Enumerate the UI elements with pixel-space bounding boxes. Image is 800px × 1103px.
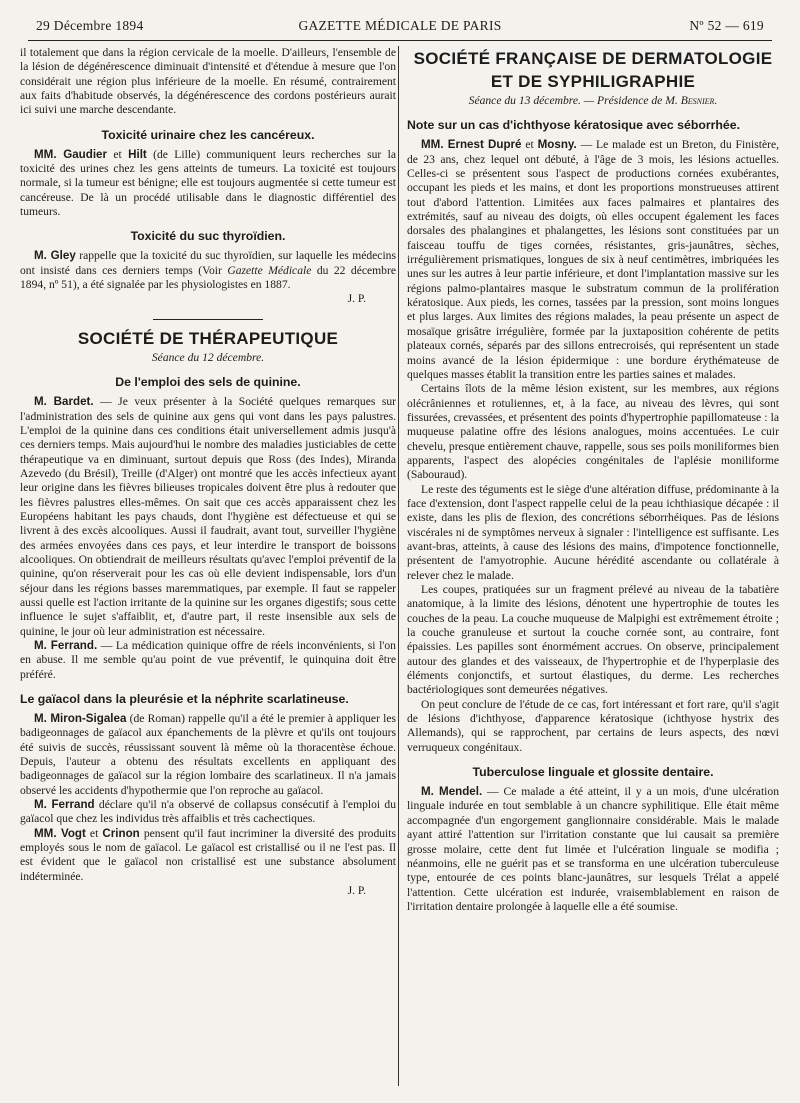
speaker-name: MM. Ernest Dupré <box>421 138 522 152</box>
page-header <box>28 14 772 38</box>
journal-title: Gazette Médicale <box>227 263 312 277</box>
session-date: Séance du 12 décembre. <box>151 350 265 364</box>
text-run: pensent qu'il faut incriminer la diversité des produits employés sous le nom de gaïacol. Le gaïacol est cristallisé ou il ne l'est pas. Il est évident que le gaïacol non cristallisé est une substance absolument indéterminée. <box>20 826 396 883</box>
paragraph <box>407 785 779 914</box>
society-heading: SOCIÉTÉ DE THÉRAPEUTIQUE <box>77 328 339 348</box>
speaker-name: M. Ferrand <box>34 798 95 812</box>
header-issue: Nº 52 — 619 <box>689 18 764 33</box>
paragraph: Le reste des téguments est le siège d'une altération diffuse, prédominante à la face d'extension, dont l'aspect rappelle celui de la peau ichthiasique décapée : il existe, dans les plis de flexion, des concrétions séborrhéiques. Pas de lésions viscérales ni de symptômes nerveux à signaler : l'intelligence est suffisante. Les avant-bras, atteints, à cause des lésions des mains, d'impotence fonctionnelle, présentent de l'amyotrophie. Aucune hérédité ascendante ou collatérale à relever chez le malade. <box>407 482 779 582</box>
speaker-name: M. Miron-Sigalea <box>34 712 127 726</box>
text-run: Séance du 13 décembre. — Présidence de M. <box>468 94 681 107</box>
paragraph: Certains îlots de la même lésion existent, sur les membres, aux régions olécrâniennes et rotuliennes, et, à la face, au niveau des lèvres, qui sont fissurées, crevassées, et présentent des points d'hypertrophie papillomateuse : la muqueuse palatine offre des lésions analogues, moins accentuées. Le cuir chevelu, presque entièrement chauve, rappelle, sous ses poils moniliformes bien apparents, l'aspect des alopécies congénitales de l'aplésie moniliforme (Sabouraud). <box>407 382 779 482</box>
section-heading: Le gaïacol dans la pleurésie et la néphrite scarlatineuse. <box>20 692 349 707</box>
text-run: — Le malade est un Breton, du Finistère, de 23 ans, chez lequel ont débuté, à l'âge de 3 mois, les lésions actuelles. Celles-ci se présentent sous l'aspect de productions cornées exubérantes, occupant les pieds et les mains, et dont les proportions monstrueuses attirent tout d'abord l'attention. Limitées aux faces palmaires et plantaires des extrémités, sauf au niveau des doigts, où elles occupent également les faces dorsales des phalangines et phalangettes, les lésions sont constituées par un faisceau touffu de tiges cornées, résistantes, gris-jaunâtres, sèches, irrégulièrement prismatiques, longues de six à neuf centimètres, imbriquées les unes sur les autres à leur partie inférieure, et dont l'implantation massive sur les régions palmo-plantaires masque le substratum commun de la prolifération kératosique. Aux pieds, les cornes, tassées par la pression, sont moins longues et plus larges. Aux limites des régions malades, la peau présente un aspect de mosaïque grisâtre irrégulière, formée par la juxtaposition cohérente de petits plateaux cornés, séparés par des sillons entrecroisés, qui représentent un stade moins avancé de la lésion épidermique : une bordure érythémateuse de quelques masses établit la transition entre les parties saines et malades. <box>407 138 779 381</box>
speaker-name: Crinon <box>102 826 140 840</box>
signature: J. P. <box>347 292 366 306</box>
paragraph <box>20 639 396 682</box>
header-title: GAZETTE MÉDICALE DE PARIS <box>298 18 502 33</box>
header-date: 29 Décembre 1894 <box>36 18 144 33</box>
text-run: — La médication quinique offre de réels inconvénients, si l'on en abuse. Il me semble qu'au point de vue préventif, le quinquina doit être préféré. <box>20 639 396 681</box>
text-run: . <box>714 94 718 107</box>
section-heading: Tuberculose linguale et glossite dentaire. <box>472 765 714 780</box>
president-name: Besnier <box>680 94 715 107</box>
left-column <box>20 46 396 899</box>
paragraph <box>20 827 396 884</box>
section-heading: Toxicité du suc thyroïdien. <box>130 229 286 244</box>
section-heading: Toxicité urinaire chez les cancéreux. <box>101 127 315 142</box>
speaker-name: M. Mendel. <box>421 785 483 799</box>
section-heading: De l'emploi des sels de quinine. <box>115 375 301 390</box>
paragraph <box>20 249 396 292</box>
text-run: (de Lille) communiquent leurs recherches sur la toxicité des urines chez les gens atteints de tumeurs. La toxicité est toujours normale, si la tumeur est bénigne; elle est toujours augmentée si cette tumeur est cancéreuse. De là un procédé utilisable dans le diagnostic différentiel des tumeurs. <box>20 147 396 219</box>
text-run: (de Roman) rappelle qu'il a été le premier à appliquer les badigeonnages de gaïacol aux épanchements de la plèvre et qu'ils ont toujours été suivis de succès, réussissant souvent là même où la thoracentèse échoue. Depuis, l'auteur a obtenu des résultats excellents en appliquant des badigeonnages de gaïacol sur la région lombaire des scarlatineux. Il n'a jamais observé les accidents d'hypothermie que l'on reproche au gaïacol. <box>20 712 396 797</box>
text-run: et <box>107 147 129 161</box>
speaker-name: Hilt <box>128 147 147 161</box>
text-run: déclare qu'il n'a observé de collapsus consécutif à l'emploi du gaïacol que chez les individus très affaiblis et très cachectiques. <box>20 798 396 826</box>
paragraph: On peut conclure de l'étude de ce cas, fort intéressant et fort rare, qu'il s'agit de lésions d'ichthyose, d'apparence kératosique (ichthyose hystrix des Allemands), qui se rapprochent, par certains de leurs aspects, des nœvi verruqueux congénitaux. <box>407 697 779 754</box>
society-heading: ET DE SYPHILIGRAPHIE <box>490 72 696 91</box>
text-run: du 22 décembre 1894, nº 51), a été signalée par les physiologistes en 1887. <box>20 263 396 292</box>
paragraph <box>20 395 396 639</box>
society-heading: SOCIÉTÉ FRANÇAISE DE DERMATOLOGIE <box>413 49 773 68</box>
signature: J. P. <box>347 884 366 898</box>
paragraph: il totalement que dans la région cervicale de la moelle. D'ailleurs, l'ensemble de la lésion de dégénérescence diminuait d'intensité et d'étendue à mesure que l'on considérait une région plus inférieure de la moelle. En résumé, contrairement aux faits d'habitude observés, la dégénérescence des cordons postérieurs aurait ici suivi une marche descendante. <box>20 46 396 117</box>
text-run: rappelle que la toxicité du suc thyroïdien, sur laquelle les médecins ont insisté dans ces derniers temps (Voir <box>20 249 396 277</box>
right-column <box>407 46 779 914</box>
text-run: et <box>521 138 538 152</box>
section-divider <box>153 319 263 320</box>
speaker-name: Mosny. <box>537 138 577 152</box>
paragraph <box>20 148 396 220</box>
paragraph <box>20 798 396 827</box>
column-divider <box>398 46 399 1086</box>
header-rule <box>28 40 772 41</box>
paragraph <box>407 138 779 382</box>
speaker-name: MM. Vogt <box>34 826 86 840</box>
section-heading: Note sur un cas d'ichthyose kératosique avec séborrhée. <box>407 118 741 133</box>
text-run: — Ce malade a été atteint, il y a un mois, d'une ulcération linguale indurée en tout semblable à un chancre syphilitique. Elle était même accompagnée d'un engorgement ganglionnaire considérable. Mais le malade ayant attiré l'attention sur l'irritation constante que lui causait sa première grosse molaire, cette dent fut limée et l'ulcération linguale se modifia ; néanmoins, elle ne guérit pas et se transforma en une ulcération tuberculeuse type, entourée de ces points blanc-jaunâtres, sur lesquels Trélat a appelé l'attention. Cette ulcération est indurée, vraisemblablement en raison de l'irritation dentaire prolongée à laquelle elle a été soumise. <box>407 785 779 913</box>
text-run: — Je veux présenter à la Société quelques remarques sur l'administration des sels de quinine aux gens qui vont dans les pays palustres. L'emploi de la quinine dans ces conditions était universellement admis jusqu'à ces derniers temps. Mais aujourd'hui le nombre des maladies justiciables de cette thérapeutique va en diminuant, surtout depuis que Ross (des Indes), Miranda Azevedo (du Brésil), Treille (d'Alger) ont montré que les accès infectieux ayant leur origine dans les fièvres bilieuses tropicales doivent être plus à redouter que les fièvres palustres elles-mêmes. On sait que ces accès apparaissent chez les Européens habitant les pays chauds, dont l'hygiène est défectueuse et qui se livrent à des excès alcooliques. Aussi il faudrait, avant tout, surveiller l'hygiène des armées envoyées dans ces pays, et leur interdire le transport de boissons alcooliques. On obtiendrait de meilleurs résultats qu'avec l'emploi préventif de la quinine, qu'on réserverait pour les cas où elle devient indispensable, lors d'un séjour dans les régions basses maremmatiques, par exemple. Il faut se rappeler aussi quelle est l'action irritante de la quinine sur les organes digestifs; sous cette influence le sujet s'affaiblit, et, d'autre part, il reste insensible aux sels de quinine, le jour où leur administration est nécessaire. <box>20 395 396 638</box>
speaker-name: M. Ferrand. <box>34 639 98 652</box>
session-date <box>407 94 779 108</box>
paragraph: Les coupes, pratiquées sur un fragment prélevé au niveau de la tabatière anatomique, à la limite des lésions, dénotent une hypertrophie de toutes les couches de la peau. La couche muqueuse de Malpighi est extrêmement étroite ; la couche granuleuse et surtout la couche cornée sont, au contraire, font épaissies. Les papilles sont énormément accrues. On observe, principalement autour des glandes et des vaisseaux, de l'hypertrophie et de l'hyperplasie des éléments conjonctifs, et surtout élastiques, du derme. Les recherches bactériologiques sont demeurées négatives. <box>407 583 779 697</box>
speaker-name: MM. Gaudier <box>34 147 108 161</box>
text-run: et <box>85 826 103 840</box>
speaker-name: M. Bardet. <box>34 395 94 409</box>
paragraph <box>20 712 396 798</box>
speaker-name: M. Gley <box>34 249 76 263</box>
